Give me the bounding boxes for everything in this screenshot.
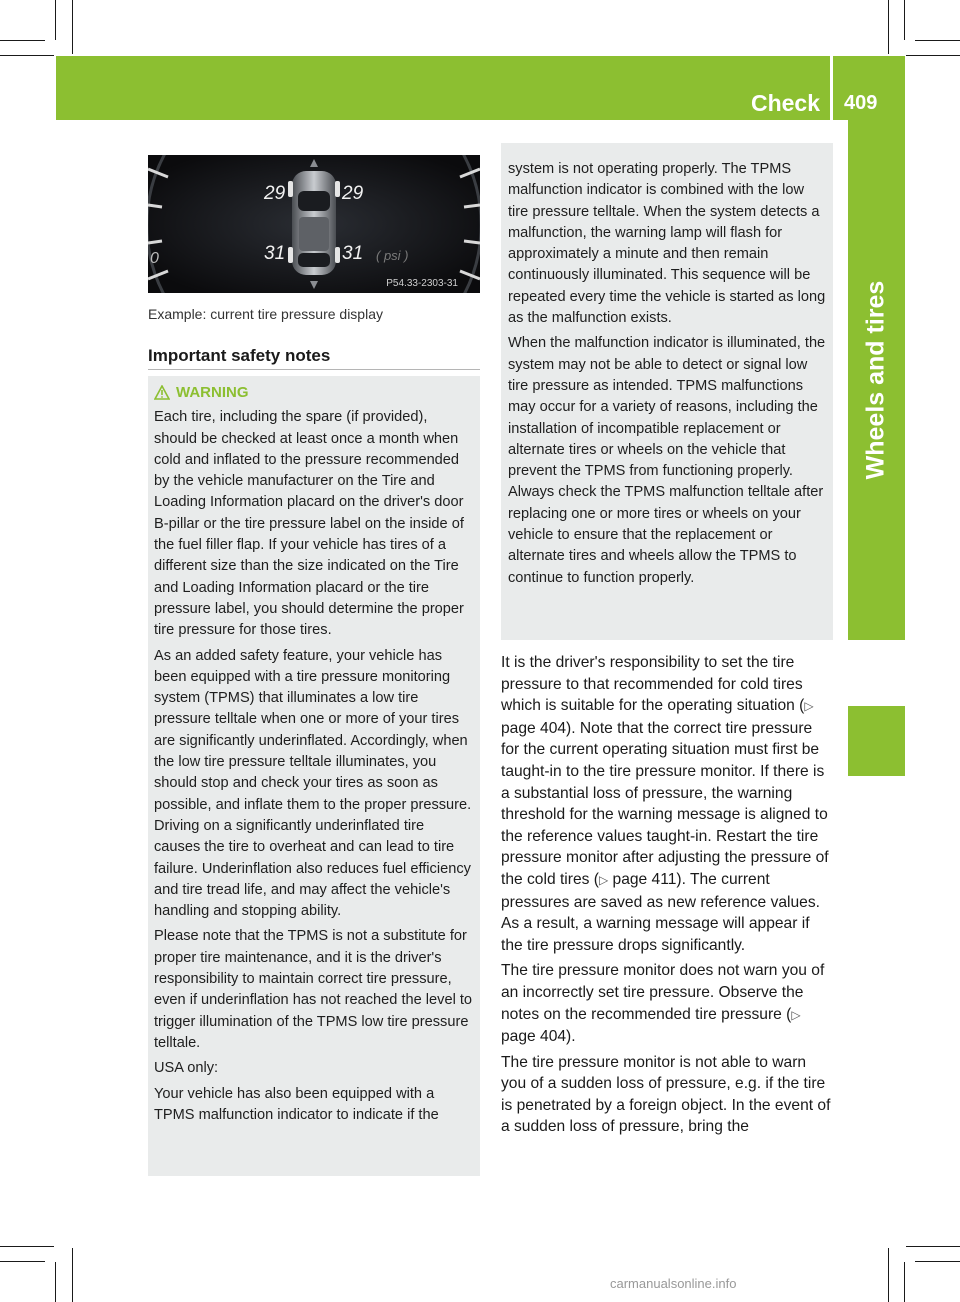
page-ref-arrow-icon: ▷	[791, 1007, 801, 1022]
body-text-span: ). The current pressures are saved as new reference values. As a result, a warning message will appear if the tire pressure drops significantly.	[501, 870, 820, 954]
tire-pressure-front-left: 29	[264, 183, 286, 204]
crop-mark	[915, 40, 960, 41]
image-caption: Example: current tire pressure display	[148, 306, 383, 322]
side-tab-label: Wheels and tires	[861, 280, 890, 480]
tire-pressure-rear-left: 31	[264, 243, 286, 264]
warning-paragraph: When the malfunction indicator is illuminated, the system may not be able to detect or signal low tire pressure as intended. TPMS malfunctions may occur for a variety of reasons, including the installation of incompatible replacement or alternate tires or wheels on the vehicle that prevent the TPMS from functioning properly. Always check the TPMS malfunction telltale after replacing one or more tires or wheels on your vehicle to ensure that the replacement or alternate tires and wheels allow the TPMS to continue to function properly.	[508, 335, 826, 586]
page-title: Check	[750, 90, 820, 116]
warning-paragraph: As an added safety feature, your vehicle has been equipped with a tire pressure monitoring system (TPMS) that illuminates a low tire pressure telltale when one or more of your tires are significantly underinflated. Accordingly, when the low tire pressure telltale illuminates, you should stop and check your tires as soon as possible, and inflate them to the proper pressure. Driving on a significantly underinflated tire causes the tire to overheat and can lead to tire failure. Underinflation also reduces fuel efficiency and tire tread life, and may affect the vehicle's handling and stopping ability.	[154, 647, 472, 920]
page-reference-link[interactable]: page 404	[501, 719, 567, 737]
body-paragraph	[501, 960, 833, 1047]
crop-mark	[0, 1246, 54, 1247]
page-reference-link[interactable]: page 411	[612, 870, 677, 888]
warning-text-right	[508, 159, 828, 593]
body-text-span: The tire pressure monitor does not warn you of an incorrectly set tire pressure. Observe the notes on the recommended tire pressure (	[501, 962, 825, 1023]
section-title: Important safety notes	[148, 346, 331, 365]
body-text	[501, 652, 833, 1142]
crop-mark	[904, 1262, 905, 1302]
warning-paragraph: USA only:	[154, 1060, 219, 1077]
crop-mark	[0, 55, 54, 56]
pressure-unit: ( psi )	[376, 248, 409, 263]
warning-title	[154, 382, 474, 403]
warning-paragraph: system is not operating properly. The TPMS malfunction indicator is combined with the low tire pressure telltale. When the system detects a malfunction, the warning lamp will flash for approximately a minute and then remain continuously illuminated. This sequence will be repeated every time the vehicle is started as long as the malfunction exists.	[508, 161, 826, 327]
crop-mark	[72, 0, 73, 54]
crop-mark	[888, 0, 889, 54]
crop-mark	[915, 1261, 960, 1262]
warning-title-text: WARNING	[176, 384, 249, 401]
body-text-span: ). Note that the correct tire pressure for the current operating situation must first be taught-in to the tire pressure monitor. If there is a substantial loss of pressure, the warning threshold for the warning message is aligned to the reference values taught-in. Restart the tire pressure monitor after adjusting the pressure of the cold tires (	[501, 719, 829, 888]
crop-mark	[0, 1261, 45, 1262]
side-tab-marker	[848, 706, 905, 776]
warning-paragraph: Please note that the TPMS is not a substitute for proper tire maintenance, and it is the driver's responsibility to maintain correct tire pressure, even if underinflation has not reached the level to trigger illumination of the TPMS low tire pressure telltale.	[154, 928, 473, 1051]
page-ref-arrow-icon: ▷	[598, 872, 609, 887]
page-number: 409	[844, 92, 878, 114]
warning-paragraph: Your vehicle has also been equipped with a TPMS malfunction indicator to indicate if the	[154, 1085, 439, 1123]
crop-mark	[904, 0, 905, 40]
crop-mark	[55, 1262, 56, 1302]
crop-mark	[888, 1248, 889, 1302]
tire-pressure-front-right: 29	[342, 183, 364, 204]
instrument-cluster-graphic	[148, 155, 480, 293]
page-ref-arrow-icon: ▷	[804, 699, 814, 714]
page-reference-link[interactable]: page 404	[501, 1028, 567, 1046]
body-text-span: ).	[566, 1028, 576, 1046]
image-code: P54.33-2303-31	[386, 278, 458, 289]
body-text-span: It is the driver's responsibility to set the tire pressure to that recommended for cold tires which is suitable for the operating situation (	[501, 654, 805, 715]
crop-mark	[906, 1246, 960, 1247]
crop-mark	[72, 1248, 73, 1302]
section-divider	[148, 369, 480, 370]
tire-pressure-rear-right: 31	[342, 243, 364, 264]
crop-mark	[906, 55, 960, 56]
crop-mark	[0, 40, 45, 41]
body-paragraph: The tire pressure monitor is not able to warn you of a sudden loss of pressure, e.g. if the tire is penetrated by a foreign object. In the event of a sudden loss of pressure, bring the	[501, 1053, 831, 1136]
svg-text:0: 0	[150, 250, 159, 267]
body-paragraph	[501, 652, 833, 956]
warning-text-left	[154, 382, 474, 1130]
warning-paragraph: Each tire, including the spare (if provided), should be checked at least once a month when cold and inflated to the pressure recommended by the vehicle manufacturer on the Tire and Loading Information placard on the driver's door B-pillar or the tire pressure label on the inside of the fuel filler flap. If your vehicle has tires of a different size than the size indicated on the Tire and Loading Information placard or the tire pressure label, you should determine the proper tire pressure for those tires.	[154, 409, 464, 639]
tire-pressure-display-image	[148, 155, 480, 293]
crop-mark	[55, 0, 56, 40]
watermark: carmanualsonline.info	[610, 1276, 737, 1291]
warning-triangle-icon	[154, 385, 170, 400]
header-divider	[830, 56, 833, 120]
